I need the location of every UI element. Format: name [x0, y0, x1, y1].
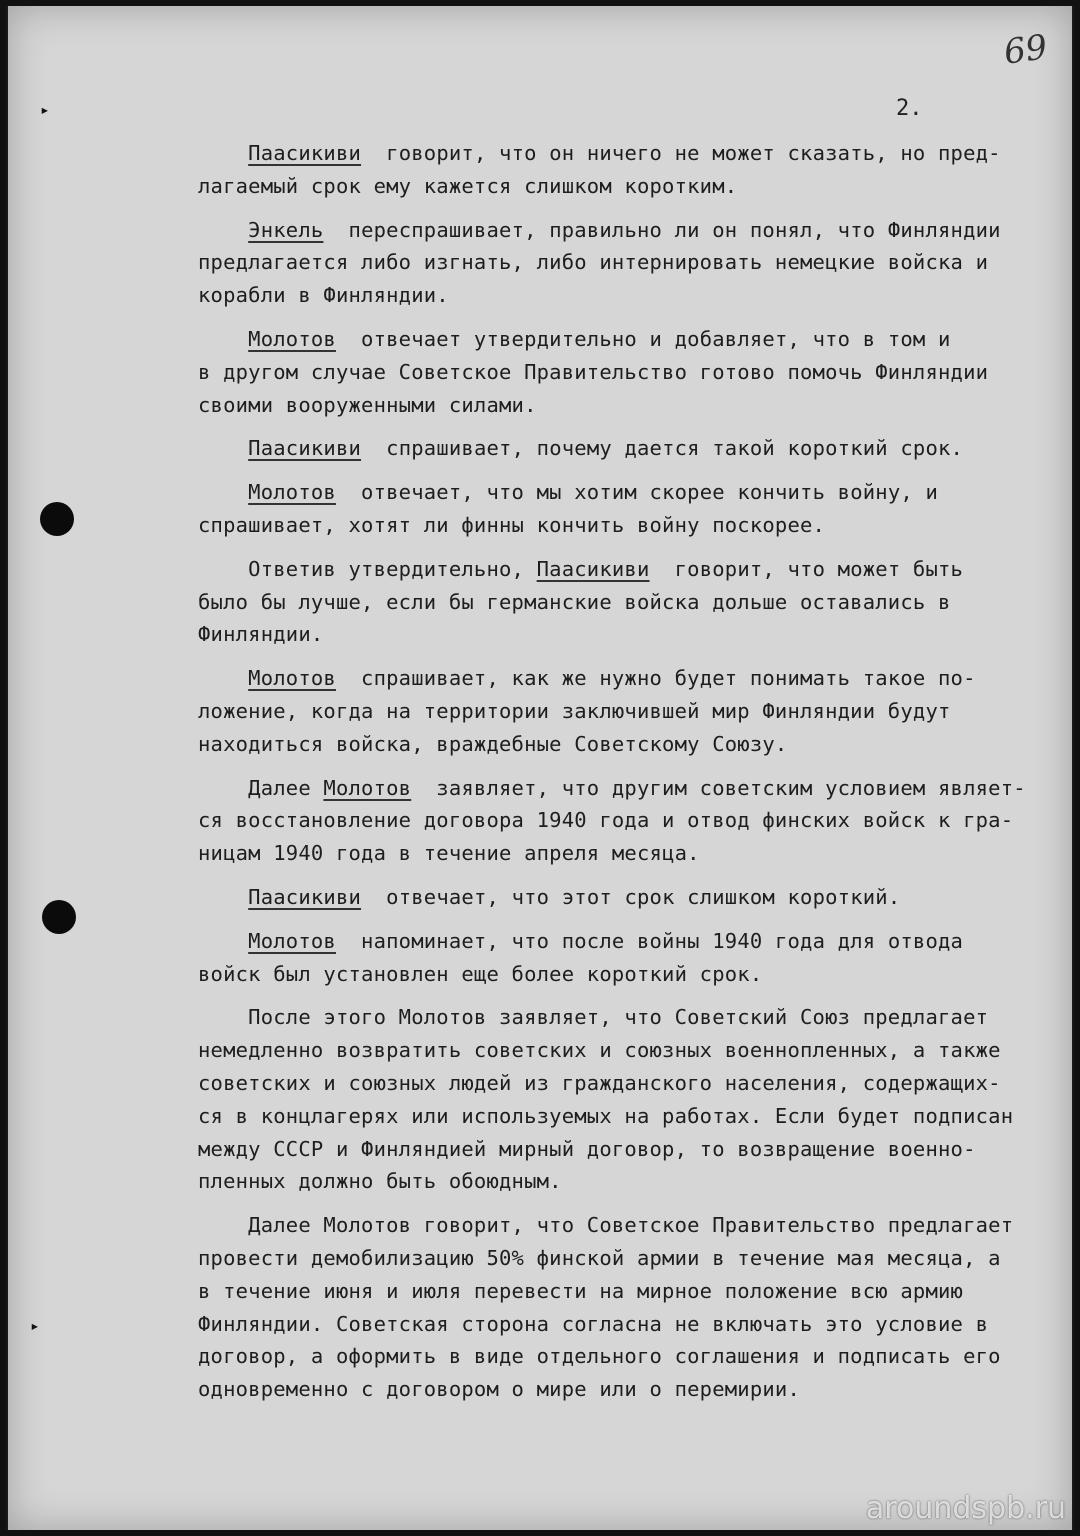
- speaker-name: Энкель: [248, 217, 324, 242]
- text-line: Паасикиви спрашивает, почему дается такой короткий срок.: [248, 436, 964, 461]
- paragraph-gap: [198, 651, 1058, 662]
- text-line: ся в концлагерях или используемых на работах. Если будет подписан: [198, 1103, 1014, 1128]
- text-line: После этого Молотов заявляет, что Советский Союз предлагает: [198, 1005, 989, 1030]
- speaker-name: Молотов: [248, 326, 336, 351]
- paragraph: [198, 137, 1058, 203]
- text-line: советских и союзных людей из гражданского населения, содержащих-: [198, 1070, 1001, 1095]
- text-line: войск был установлен еще более короткий срок.: [198, 961, 763, 986]
- text-line: в другом случае Советское Правительство готово помочь Финляндии: [198, 359, 989, 384]
- text-line: Финляндии. Советская сторона согласна не включать это условие в: [198, 1311, 989, 1336]
- paragraph-gap: [198, 542, 1058, 553]
- text-line: лагаемый срок ему кажется слишком коротким.: [198, 173, 738, 198]
- watermark: aroundspb.ru: [865, 1491, 1066, 1526]
- punch-hole-upper: [40, 502, 74, 536]
- speaker-name: Паасикиви: [248, 141, 362, 165]
- margin-mark-bottom: ▸: [30, 1316, 40, 1335]
- paragraph: [198, 432, 1058, 465]
- handwritten-sheet-number: 69: [1001, 27, 1050, 73]
- text-line: своими вооруженными силами.: [198, 392, 537, 417]
- text-line: Финляндии.: [198, 622, 324, 647]
- speaker-name: Молотов: [323, 775, 412, 800]
- text-line: пленных должно быть обоюдным.: [198, 1169, 562, 1194]
- paragraph: [198, 881, 1058, 914]
- text-line: Молотов спрашивает, как же нужно будет понимать такое по-: [248, 666, 976, 691]
- text-line: Молотов напоминает, что после войны 1940 года для отвода: [248, 928, 964, 953]
- text-line: в течение июня и июля перевести на мирное положение всю армию: [198, 1278, 964, 1303]
- text-line: было бы лучше, если бы германские войска дольше оставались в: [198, 589, 951, 614]
- paragraph: [198, 1001, 1058, 1198]
- speaker-name: Молотов: [248, 480, 336, 505]
- punch-hole-lower: [42, 900, 76, 934]
- text-line: Паасикиви говорит, что он ничего не может сказать, но пред-: [248, 141, 1001, 165]
- text-line: договор, а оформить в виде отдельного соглашения и подписать его: [198, 1344, 1001, 1369]
- text-line: между СССР и Финляндией мирный договор, то возвращение военно-: [198, 1136, 976, 1161]
- paragraph-gap: [198, 203, 1058, 214]
- paragraph: [198, 772, 1058, 870]
- page-number: 2.: [896, 96, 923, 121]
- text-line: Молотов отвечает, что мы хотим скорее кончить войну, и: [248, 480, 938, 505]
- text-line: ложение, когда на территории заключившей мир Финляндии будут: [198, 698, 951, 723]
- speaker-name: Молотов: [248, 666, 336, 691]
- paragraph: [198, 1209, 1058, 1406]
- paragraph: [198, 553, 1058, 651]
- margin-mark-top: ▸: [40, 100, 50, 119]
- text-line: спрашивает, хотят ли финны кончить войну поскорее.: [198, 512, 826, 537]
- speaker-name: Паасикиви: [248, 436, 362, 461]
- paragraph-gap: [198, 914, 1058, 925]
- text-line: Энкель переспрашивает, правильно ли он понял, что Финляндии: [248, 217, 1001, 242]
- text-line: Ответив утвердительно, Паасикиви говорит, что может быть: [198, 556, 964, 581]
- paragraph-gap: [198, 761, 1058, 772]
- speaker-name: Паасикиви: [536, 556, 650, 581]
- text-line: ницам 1940 года в течение апреля месяца.: [198, 841, 700, 866]
- text-line: Далее Молотов заявляет, что другим советским условием являет-: [198, 775, 1026, 800]
- text-line: ся восстановление договора 1940 года и отвод финских войск к гра-: [198, 808, 1014, 833]
- text-line: Далее Молотов говорит, что Советское Правительство предлагает: [198, 1213, 1014, 1238]
- paragraph: [198, 214, 1058, 312]
- paragraph: [198, 476, 1058, 542]
- text-line: одновременно с договором о мире или о перемирии.: [198, 1377, 801, 1402]
- text-line: корабли в Финляндии.: [198, 283, 449, 308]
- paragraph: [198, 323, 1058, 421]
- document-body: [198, 137, 1058, 1406]
- speaker-name: Паасикиви: [248, 884, 362, 909]
- text-line: находиться войска, враждебные Советскому Союзу.: [198, 731, 788, 756]
- speaker-name: Молотов: [248, 928, 336, 953]
- paragraph-gap: [198, 465, 1058, 476]
- paragraph-gap: [198, 990, 1058, 1001]
- paragraph: [198, 662, 1058, 760]
- paragraph-gap: [198, 312, 1058, 323]
- text-line: Паасикиви отвечает, что этот срок слишком короткий.: [248, 884, 901, 909]
- text-line: немедленно возвратить советских и союзных военнопленных, а также: [198, 1038, 1001, 1063]
- paragraph-gap: [198, 870, 1058, 881]
- paragraph-gap: [198, 1198, 1058, 1209]
- text-line: провести демобилизацию 50% финской армии в течение мая месяца, а: [198, 1245, 1001, 1270]
- paragraph-gap: [198, 421, 1058, 432]
- paragraph: [198, 925, 1058, 991]
- text-line: Молотов отвечает утвердительно и добавляет, что в том и: [248, 326, 951, 351]
- text-line: предлагается либо изгнать, либо интернировать немецкие войска и: [198, 250, 989, 275]
